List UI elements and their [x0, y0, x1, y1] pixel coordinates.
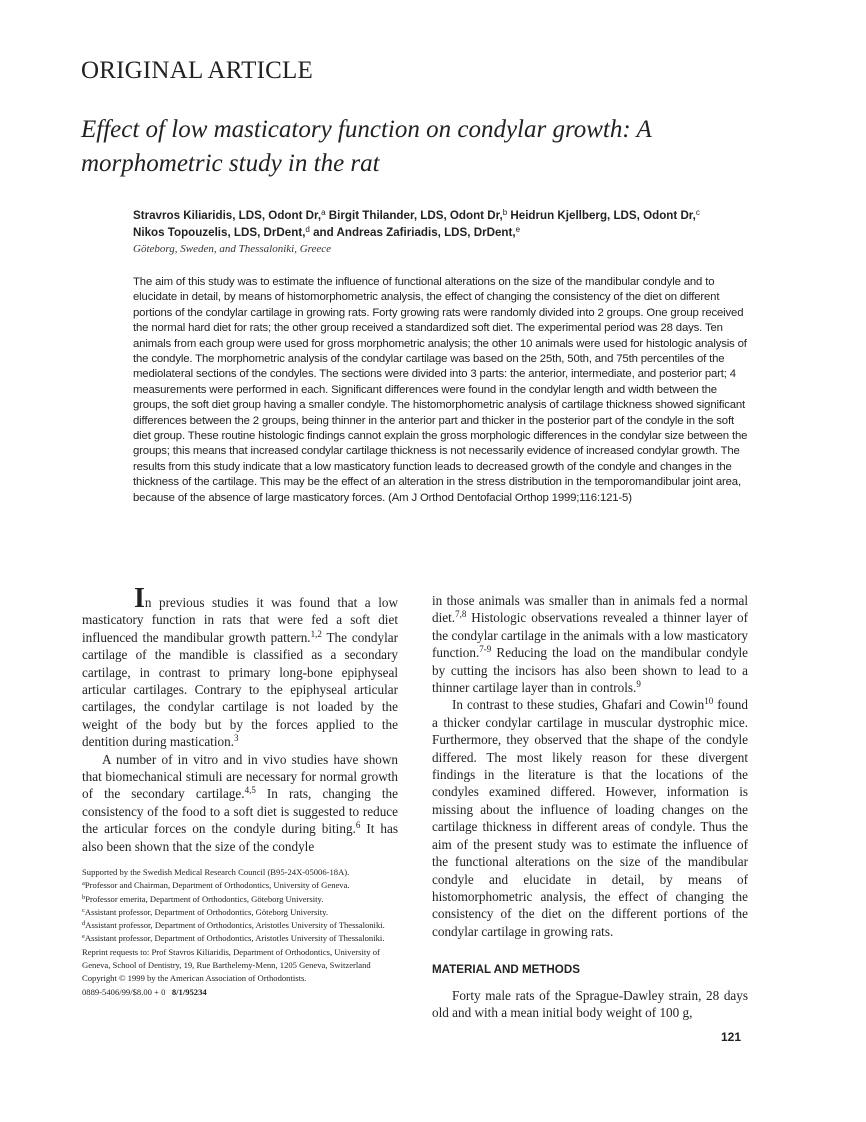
body-paragraph: Forty male rats of the Sprague-Dawley strain, 28 days old and with a mean initial body weight of 100 g, [432, 988, 748, 1021]
issn: 0889-5406/99/$8.00 + 0 [82, 986, 166, 997]
body-text: found a thicker condylar cartilage in muscular dystrophic mice. Furthermore, they observed that the shape of the condyle differed. The most likely reason for these divergent findings in the literature is that the locations of the condyles examined differed. However, information is missing about the influence of loading changes on the cartilage thickness in different areas of condyle. Thus the aim of the present study was to estimate the influence of the functional alterations on the size of the mandibular condyle and elucidate in detail, by means of histomorphometric analysis, the effect of changing the consistency of the diet on the different portions of the condylar cartilage in growing rats. [432, 697, 748, 939]
author-mark: a [321, 208, 326, 217]
footnote-item [82, 919, 400, 932]
funding-note: Supported by the Swedish Medical Research Council (B95-24X-05006-18A). [82, 867, 350, 877]
methods-text [432, 987, 748, 1022]
article-code: 8/1/95234 [171, 986, 207, 997]
footnotes [82, 866, 400, 999]
author-name: Heidrun Kjellberg, LDS, Odont Dr, [507, 209, 696, 222]
copyright-note: Copyright © 1999 by the American Association of Orthodontists. [82, 973, 307, 984]
footnote-text: Professor and Chairman, Department of Orthodontics, University of Geneva. [84, 880, 350, 891]
abstract: The aim of this study was to estimate the influence of functional alterations on the size of the mandibular condyle and to elucidate in detail, by means of histomorphometric analysis, the effect of changing the consistency of the diet on different portions of the condylar cartilage in growing rats. Forty growing rats were randomly divided into 2 groups. One group received the normal hard diet for rats; the other group received a standardized soft diet. The experimental period was 28 days. Ten animals from each group were used for gross morphometric analysis; the other 10 animals were used for histologic analysis of the condyle. The morphometric analysis of the condylar cartilage was based on the 25th, 50th, and 75th percentiles of the mediolateral sections of the condyles. The sections were divided into 3 parts: the anterior, intermediate, and posterior part; 4 measurements were performed in each. Significant differences were found in the condylar length and width between the groups, the soft diet group having a smaller condyle. The histomorphometric analysis of cartilage thickness showed significant differences between the 2 groups, being thinner in the anterior part and thicker in the posterior part of the condyle in the soft diet group. These routine histologic findings cannot explain the gross morphologic differences in the condylar size between the groups; this means that increased condylar cartilage thickness is not necessarily evidence of increased condylar growth. The results from this study indicate that a low masticatory function leads to decreased growth of the condyle and changes in the thickness of the cartilage. This may be the effect of an alteration in the stress distribution in the temporomandibular joint area, because of the absence of large masticatory forces. (Am J Orthod Dentofacial Orthop 1999;116:121-5) [133, 276, 748, 504]
footnote-text: Assistant professor, Department of Orthodontics, Aristotles University of Thessaloniki. [84, 933, 385, 944]
footnote-text: Professor emerita, Department of Orthodontics, Göteborg University. [85, 893, 324, 904]
footnote-text: Assistant professor, Department of Orthodontics, Göteborg University. [84, 906, 328, 917]
footnote-mark: a [82, 880, 85, 888]
citation: 6 [355, 820, 361, 831]
citation: 4,5 [244, 785, 256, 796]
footnote-text: Assistant professor, Department of Orthodontics, Aristotles University of Thessaloniki. [85, 920, 385, 931]
author-mark: c [695, 208, 700, 217]
body-paragraph [82, 583, 398, 751]
reprint-note: Reprint requests to: Prof Stavros Kiliaridis, Department of Orthodontics, University of Geneva, School of Dentistry, 19, Rue Barthelemy-Menn, 1205 Geneva, Switzerland [82, 946, 380, 971]
body-text: Reducing the load on the mandibular condyle by cutting the incisors has also been shown to lead to a thinner cartilage layer than in controls. [432, 645, 748, 696]
body-text: It has also been shown that the size of the condyle [82, 821, 398, 854]
footnote-mark: b [82, 893, 86, 901]
section-heading-methods: MATERIAL AND METHODS [432, 963, 580, 976]
affiliation: Göteborg, Sweden, and Thessaloniki, Greece [133, 243, 332, 255]
body-text: in those animals was smaller than in animals fed a normal diet. [432, 593, 748, 626]
author-name: Stravros Kiliaridis, LDS, Odont Dr, [133, 209, 322, 222]
author-name: Birgit Thilander, LDS, Odont Dr, [325, 209, 503, 222]
author-name: Nikos Topouzelis, LDS, DrDent, [133, 226, 306, 239]
body-paragraph [432, 696, 748, 940]
body-column-right [432, 592, 748, 940]
body-text: In rats, changing the consistency of the food to a soft diet is suggested to reduce the articular forces on the condyle during biting. [82, 786, 398, 837]
footnote-item [82, 906, 400, 919]
body-paragraph [82, 751, 398, 855]
citation: 7-9 [479, 644, 492, 655]
author-mark: d [305, 225, 310, 234]
footnote-item [82, 879, 400, 892]
page-number: 121 [721, 1030, 742, 1044]
body-text: The condylar cartilage of the mandible is classified as a secondary cartilage, in contrast to primary long-bone epiphyseal articular cartilages. Contrary to the epiphyseal articular cartilages, the condylar cartilage is not loaded by the weight of the body but by the forces applied to the dentition during mastication. [82, 629, 398, 750]
citation: 9 [636, 679, 641, 690]
body-text: n previous studies it was found that a low masticatory function in rats that were fed a soft diet influenced the mandibular growth pattern. [82, 595, 398, 645]
author-mark: b [502, 208, 508, 217]
body-text: A number of in vitro and in vivo studies have shown that biomechanical stimuli are necessary for normal growth of the secondary cartilage. [82, 751, 398, 802]
author-mark: e [515, 225, 521, 234]
citation: 3 [234, 733, 239, 744]
citation: 7,8 [455, 609, 467, 620]
issn-line [82, 986, 400, 999]
footnote-item [82, 893, 400, 906]
body-paragraph [432, 592, 748, 696]
drop-cap: I [134, 583, 145, 614]
citation: 10 [704, 696, 714, 707]
author-name: and Andreas Zafiriadis, LDS, DrDent, [309, 226, 516, 239]
footnote-mark: c [82, 906, 85, 914]
article-title: Effect of low masticatory function on condylar growth: A morphometric study in the rat [81, 116, 652, 177]
body-column-left [82, 583, 398, 855]
footnote-mark: d [82, 920, 86, 928]
body-text: In contrast to these studies, Ghafari and Cowin [452, 697, 705, 713]
citation: 1,2 [310, 628, 322, 639]
section-label: ORIGINAL ARTICLE [81, 57, 313, 84]
footnote-mark: e [82, 933, 85, 941]
author-list [133, 207, 773, 241]
footnote-item [82, 932, 400, 945]
body-text: Histologic observations revealed a thinner layer of the condylar cartilage in the animals with a low masticatory function. [432, 610, 748, 661]
